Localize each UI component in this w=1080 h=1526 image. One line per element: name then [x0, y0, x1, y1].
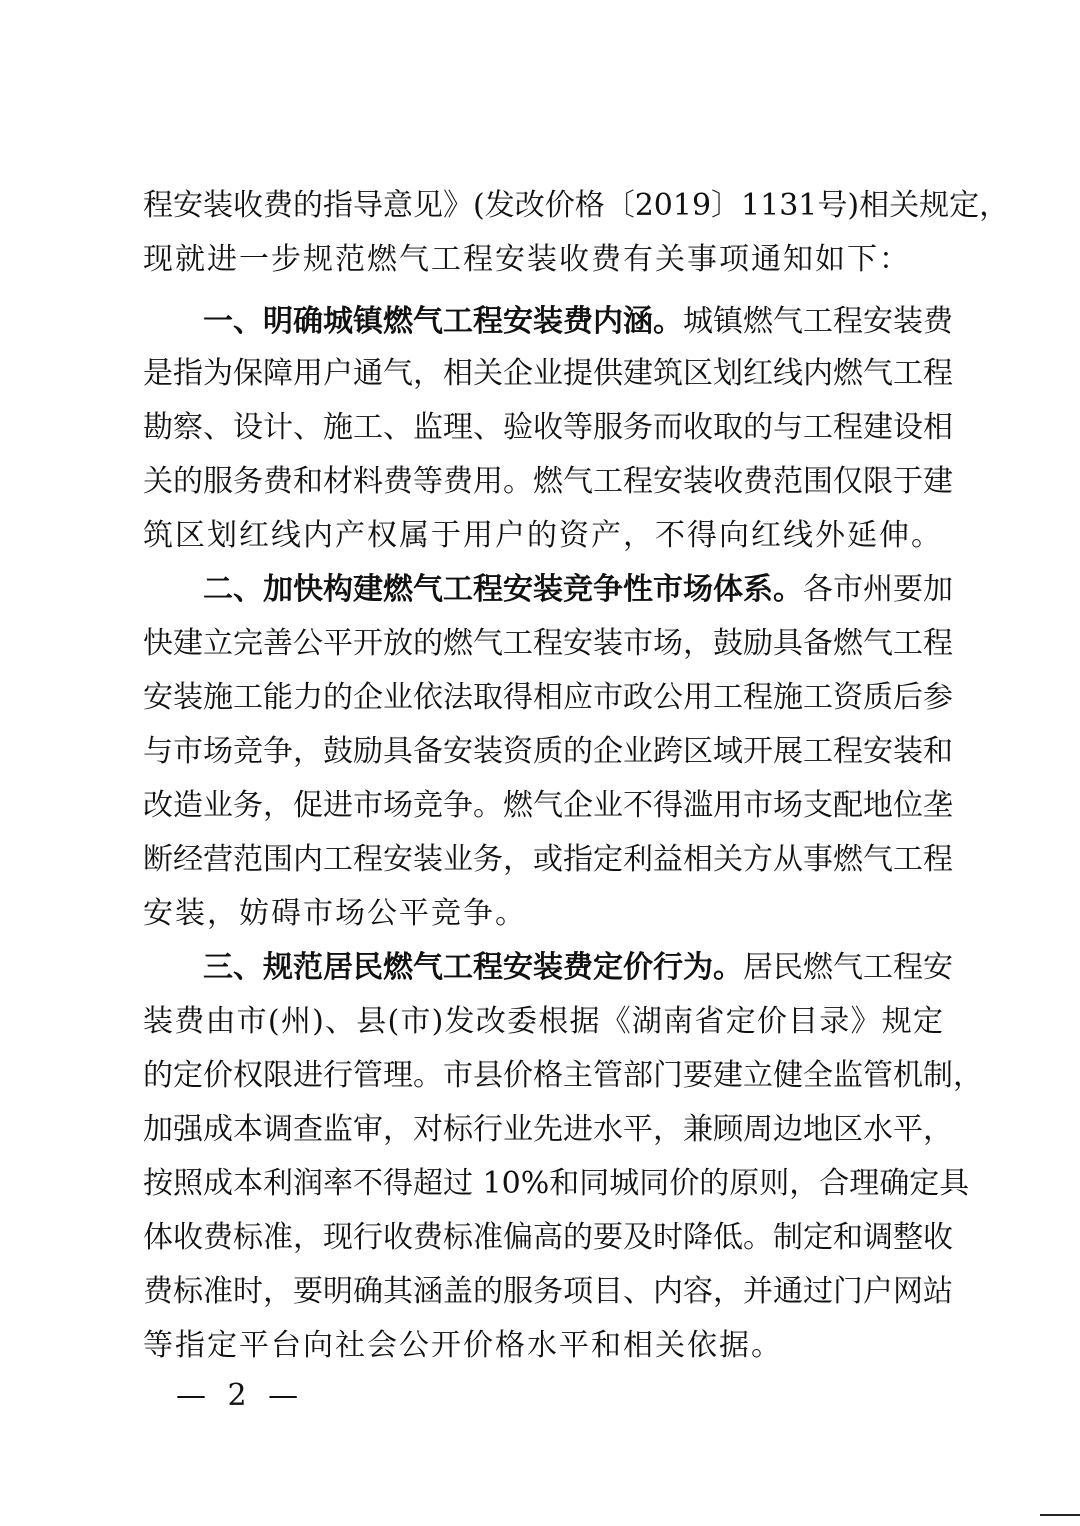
text-line: 体收费标准，现行收费标准偏高的要及时降低。制定和调整收 [143, 1220, 953, 1255]
text-line: 是指为保障用户通气，相关企业提供建筑区划红线内燃气工程 [143, 356, 953, 391]
text-line: 改造业务，促进市场竞争。燃气企业不得滥用市场支配地位垄 [143, 788, 953, 823]
scan-edge-mark [1040, 1514, 1080, 1516]
section-2-text: 各市州要加 [803, 572, 953, 607]
section-2-paragraph-start [203, 570, 953, 610]
text-line: 现就进一步规范燃气工程安装收费有关事项通知如下： [143, 242, 911, 277]
section-1-heading: 一、明确城镇燃气工程安装费内涵。 [203, 304, 683, 339]
text-line: 等指定平台向社会公开价格水平和相关依据。 [143, 1328, 783, 1363]
section-3-paragraph-start [203, 948, 953, 988]
section-3-text: 居民燃气工程安 [743, 950, 953, 985]
section-1-text: 城镇燃气工程安装费 [683, 304, 953, 339]
text-line: 费标准时，要明确其涵盖的服务项目、内容，并通过门户网站 [143, 1274, 953, 1309]
text-line: 加强成本调查监审，对标行业先进水平，兼顾周边地区水平， [143, 1112, 953, 1147]
text-line: 安装施工能力的企业依法取得相应市政公用工程施工资质后参 [143, 680, 953, 715]
text-line: 程安装收费的指导意见》(发改价格〔2019〕1131号)相关规定， [143, 188, 1010, 223]
page-number: — 2 — [176, 1378, 305, 1413]
text-line: 与市场竞争，鼓励具备安装资质的企业跨区域开展工程安装和 [143, 734, 953, 769]
text-line: 筑区划红线内产权属于用户的资产，不得向红线外延伸。 [143, 518, 943, 553]
section-3-heading: 三、规范居民燃气工程安装费定价行为。 [203, 950, 743, 985]
text-line: 关的服务费和材料费等费用。燃气工程安装收费范围仅限于建 [143, 464, 953, 499]
text-line: 安装，妨碍市场公平竞争。 [143, 896, 527, 931]
section-2-heading: 二、加快构建燃气工程安装竞争性市场体系。 [203, 572, 803, 607]
text-line: 快建立完善公平开放的燃气工程安装市场，鼓励具备燃气工程 [143, 626, 953, 661]
text-line: 的定价权限进行管理。市县价格主管部门要建立健全监管机制， [143, 1058, 983, 1093]
text-line: 按照成本利润率不得超过 10%和同城同价的原则，合理确定具 [143, 1166, 970, 1201]
text-line: 断经营范围内工程安装业务，或指定利益相关方从事燃气工程 [143, 842, 953, 877]
section-1-paragraph-start [203, 302, 953, 342]
text-line: 勘察、设计、施工、监理、验收等服务而收取的与工程建设相 [143, 410, 953, 445]
text-line: 装费由市(州)、县(市)发改委根据《湖南省定价目录》规定 [143, 1004, 943, 1039]
